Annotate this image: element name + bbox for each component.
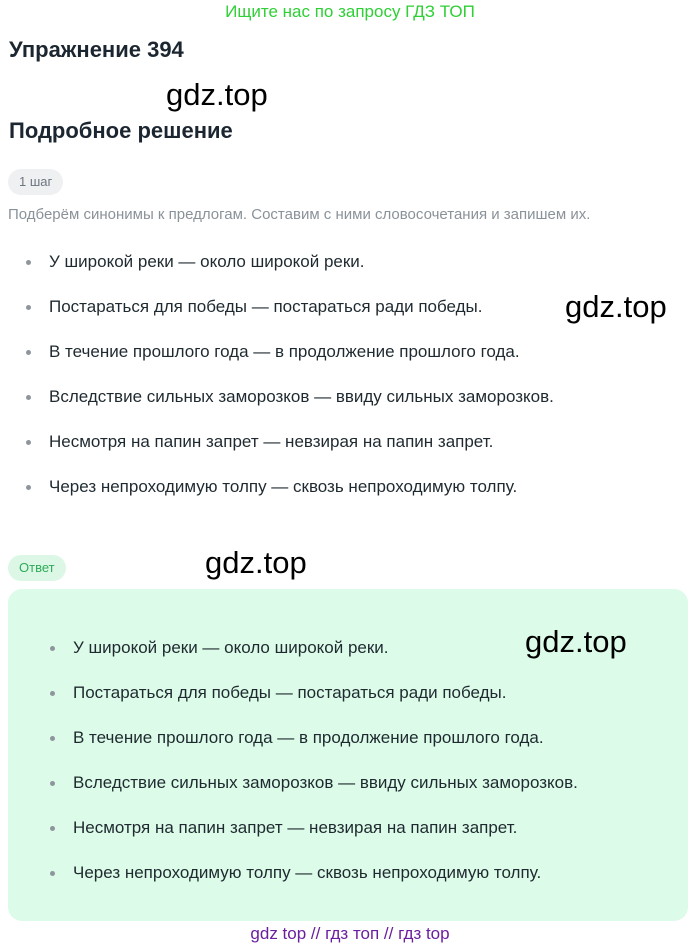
- search-banner: Ищите нас по запросу ГДЗ ТОП: [225, 2, 475, 21]
- item-text: В течение прошлого года — в продолжение прошлого года.: [49, 342, 520, 361]
- watermark: gdz.top: [565, 289, 667, 324]
- answer-list: [44, 636, 578, 906]
- item-text: В течение прошлого года — в продолжение прошлого года.: [73, 728, 544, 747]
- watermark: gdz.top: [205, 545, 307, 580]
- exercise-title: Упражнение 394: [9, 37, 184, 62]
- watermark: gdz.top: [166, 77, 268, 112]
- bullet-icon: [26, 350, 31, 355]
- list-item: [20, 430, 554, 475]
- section-title: Подробное решение: [9, 118, 233, 143]
- list-item: [44, 681, 578, 726]
- solution-list: [20, 250, 554, 520]
- list-item: [44, 636, 578, 681]
- bullet-icon: [50, 736, 55, 741]
- item-text: Вследствие сильных заморозков — ввиду сильных заморозков.: [49, 387, 554, 406]
- list-item: [44, 771, 578, 816]
- item-text: Через непроходимую толпу — сквозь непроходимую толпу.: [73, 863, 542, 882]
- list-item: [20, 250, 554, 295]
- bullet-icon: [50, 691, 55, 696]
- bullet-icon: [26, 260, 31, 265]
- list-item: [20, 385, 554, 430]
- intro-text: Подберём синонимы к предлогам. Составим с ними словосочетания и запишем их.: [8, 206, 591, 223]
- item-text: Постараться для победы — постараться ради победы.: [73, 683, 507, 702]
- bullet-icon: [50, 826, 55, 831]
- item-text: Постараться для победы — постараться ради победы.: [49, 297, 483, 316]
- item-text: Несмотря на папин запрет — невзирая на папин запрет.: [73, 818, 518, 837]
- bullet-icon: [50, 781, 55, 786]
- bullet-icon: [26, 440, 31, 445]
- list-item: [20, 340, 554, 385]
- answer-badge: Ответ: [8, 555, 66, 581]
- list-item: [44, 816, 578, 861]
- bullet-icon: [26, 395, 31, 400]
- watermark: gdz.top: [525, 624, 627, 659]
- step-badge: 1 шаг: [8, 169, 63, 195]
- list-item: [20, 475, 554, 520]
- item-text: Вследствие сильных заморозков — ввиду сильных заморозков.: [73, 773, 578, 792]
- item-text: У широкой реки — около широкой реки.: [49, 252, 365, 271]
- footer-links[interactable]: gdz top // гдз топ // гдз top: [250, 924, 450, 943]
- list-item: [44, 726, 578, 771]
- item-text: У широкой реки — около широкой реки.: [73, 638, 389, 657]
- list-item: [44, 861, 578, 906]
- list-item: [20, 295, 554, 340]
- bullet-icon: [26, 485, 31, 490]
- bullet-icon: [50, 646, 55, 651]
- bullet-icon: [26, 305, 31, 310]
- bullet-icon: [50, 871, 55, 876]
- item-text: Через непроходимую толпу — сквозь непроходимую толпу.: [49, 477, 518, 496]
- item-text: Несмотря на папин запрет — невзирая на папин запрет.: [49, 432, 494, 451]
